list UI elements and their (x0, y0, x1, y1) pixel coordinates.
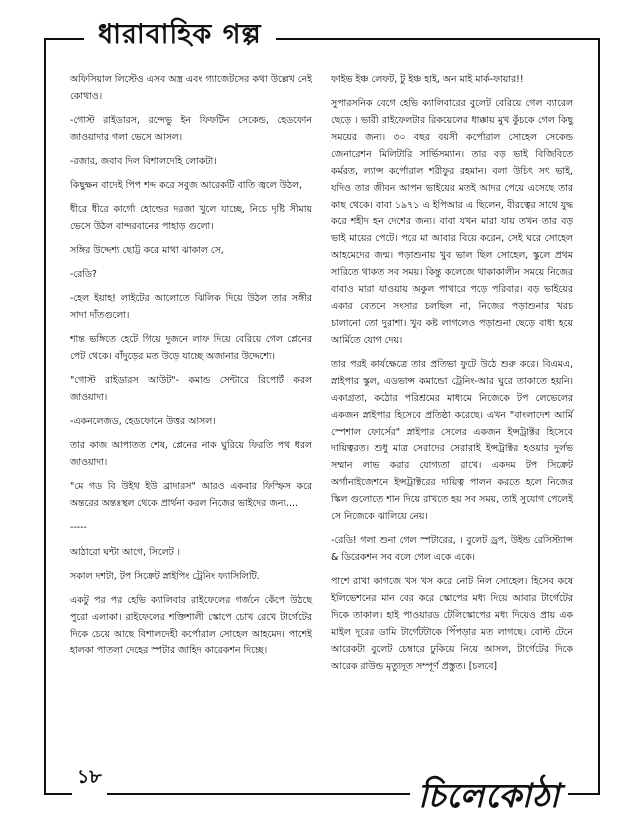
paragraph: -হেল ইয়াহ! লাইটের আলোতে ঝিলিক দিয়ে উঠল তার সঙ্গীর সাদা দাঁতগুলো। (70, 293, 312, 322)
paragraph: সঙ্গির উদ্দেশ্য ছোট্ট করে মাথা ঝাকাল সে, (70, 245, 224, 257)
paragraph: পাশে রাখা কাগজে খস খস করে নোট নিল সোহেল। হিসেব কষে ইলিভেশনের মান বের করে স্কোপের মধ্য দিয়ে আবার টার্গেটের দিকে তাকাল। হাই পাওয়ারড টেলিস্কোপের মধ্য দিয়েও প্রায় এক মাইল দূরের ডামি টার্গেটটাকে পিঁপড়ার মত লাগছে। বোল্ট টেনে আরেকটা বুলেট চেম্বারে ঢুকিয়ে নিয়ে আসল, টার্গেটের দিকে আরেক রাউন্ড মৃত্যুদূত সম্পূর্ণ প্রস্তুত। [চলবে] (331, 576, 573, 672)
paragraph: আঠারো ঘন্টা আগে, সিলেট । (70, 546, 181, 558)
paragraph: শান্ত ভঙ্গিতে হেটে গিয়ে দুজনে লাফ দিয়ে বেরিয়ে গেল প্লেনের পেট থেকে। বাঁদুড়ের মত উড়ে যাচ্ছে অজানার উদ্দেশ্যে। (70, 334, 312, 363)
paragraph: -রজার, জবাব দিল বিশালদেহি লোকটা। (70, 156, 217, 167)
paragraph: -গোস্ট রাইডারস, রন্দেভু ইন ফিফটিন সেকেন্ড, হেডফোন জাওয়াদার গলা ভেসে আসল। (70, 115, 312, 143)
paragraph: তার কাজ আপাতত শেষ, প্লেনের নাক ঘুরিয়ে ফিরতি পথ ধরল জাওয়াদা। (70, 440, 312, 469)
magazine-logo: চিলেকোঠা (410, 770, 568, 826)
paragraph: একটু পর পর হেভি ক্যালিবার রাইফেলের গর্জনে কেঁপে উঠছে পুরো এলাকা। রাইফেলের শক্তিশালী স্কোপে চোখ রেখে টার্গেটের দিকে চেয়ে আছে বিশালদেহী কর্পোরাল সোহেল আহমেদ। পাশেই হালকা পাতলা দেহের স্পটার জাহিদ কারেকশন দিচ্ছে। (70, 594, 312, 657)
paragraph: ধীরে ধীরে কার্গো হোল্ডের দরজা খুলে যাচ্ছে, নিচে দৃষ্টি সীমায় ভেসে উঠল বান্দরবানের পাহাড় গুলো। (70, 204, 312, 233)
paragraph: -রেডি? (70, 269, 97, 281)
paragraph: -একনলেজড, হেডফোনে উত্তর আসল। (70, 416, 216, 428)
left-column (70, 72, 312, 668)
scene-divider: ----- (70, 522, 87, 534)
paragraph: সকাল দশটা, টপ সিক্রেট স্নাইপিং ট্রেনিং ফ্যাসিলিটি. (70, 570, 260, 582)
paragraph: ফাইভ ইঞ্চ লেফট, টু ইঞ্চ হাই, অন মাই মার্ক-ফায়ার!! (331, 74, 524, 85)
paragraph: তার পরই কার্যক্ষেত্রে তার প্রতিভা ফুটে উঠে শুরু করে। বিএমএ, স্নাইপার স্কুল, এডভান্স কমান্ডো ট্রেনিং-আর ঘুরে তাকাতে হয়নি। একাগ্রতা, কঠোর পরিশ্রমের মাধ্যমে নিজেকে টপ লেভেলের একজন স্নাইপার হিসেবে প্রতিষ্ঠা করেছে। এখন "বাংলাদেশ আর্মি স্পেশাল ফোর্সের" স্নাইপার সেলের একজন ইন্সট্রাক্টর হিসেবে দায়িত্বরত। শুধু মাত্র সেরাদের সেরারাই ইন্সট্রাক্টর হওয়ার দুর্লভ সম্মান লাভ করার যোগ্যতা রাখে। একদম টপ সিক্রেট অর্গানাইজেশনে ইন্সট্রাক্টরের দায়িত্ব পালন করতে হলে নিজের স্কিল গুলোতে শান দিয়ে রাখতে হয় সব সময়, তাই সুযোগ পেলেই সে নিজেকে ঝালিয়ে নেয়। (331, 358, 573, 523)
paragraph: অফিসিয়াল লিস্টেও এসব অস্ত্র এবং গ্যাজেটসের কথা উল্লেখ নেই কোথাও। (70, 74, 312, 102)
section-title: ধারাবাহিক গল্প (84, 12, 276, 61)
paragraph: কিছুক্ষন বাদেই পিপ শব্দ করে সবুজ আরেকটি বাতি জ্বলে উঠল, (70, 180, 302, 192)
right-column (331, 72, 573, 683)
paragraph: সুপারসনিক বেগে হেভি ক্যালিবারের বুলেট বেরিয়ে গেল ব্যারেল ছেড়ে । ভারী রাইফেলটার রিকয়েলের ধাক্কায় মুখ কুঁচকে গেল কিছু সময়ের জন্য। ৩০ বছর বয়সী কর্পোরাল সোহেল সেকেন্ড জেনারেশন মিলিটারি সার্ভিসম্যান। তার বড় ভাই বিজিবিতে কর্মরত, ল্যান্স কর্পোরাল শরীফুর রহমান। বলা উচিৎ সৎ ভাই, যদিও তার জীবন আপন ভাইয়ের মতই আদর পেয়ে এসেছে তার কাছ থেকে। বাবা ১৯৭১ এ ইপিআর এ ছিলেন, বীরত্বের সাথে যুদ্ধ করে শহীদ হন দেশের জন্য। বাবা যখন মারা যায় তখন তার বড় ভাই মায়ের পেটে। পরে মা আবার বিয়ে করেন, সেই ঘরে সোহেল আহমেদের জন্ম। পড়াশুনায় খুব ভাল ছিল সোহেল, স্কুলে প্রথম সারিতে থাকত সব সময়। কিন্তু কলেজে থাকাকালীন সময়ে নিজের বাবাও মারা যাওয়ায় অকুল পাথারে পড়ে পরিবার। বড় ভাইয়ের একার বেতনে সংসার চলছিল না, নিজের পড়াশুনার খরচ চালানো তো দুরাশা। খুব কষ্ট লাগলেও পড়াশুনা ছেড়ে বাধ্য হয়ে আর্মিতে যোগ দেয়। (331, 98, 573, 346)
paragraph: "গোস্ট রাইডারস আউট"- কমান্ড সেন্টারে রিপোর্ট করল জাওয়াদা। (70, 375, 312, 404)
paragraph: -রেডি! গলা শুনা গেল স্পটারের, । বুলেট ড্রপ, উইন্ড রেসিস্ট্যান্স & ডিরেকশন সব বলে গেল একে একে। (331, 535, 573, 564)
paragraph: "মে গড বি উইথ ইউ ব্রাদারস" আরও একবার ফিস্ফিস করে অন্তরের অন্তঃস্থল থেকে প্রার্থনা করল নিজের ভাইদের জন্য.... (70, 481, 312, 510)
page-number: ১৮ (72, 763, 107, 795)
